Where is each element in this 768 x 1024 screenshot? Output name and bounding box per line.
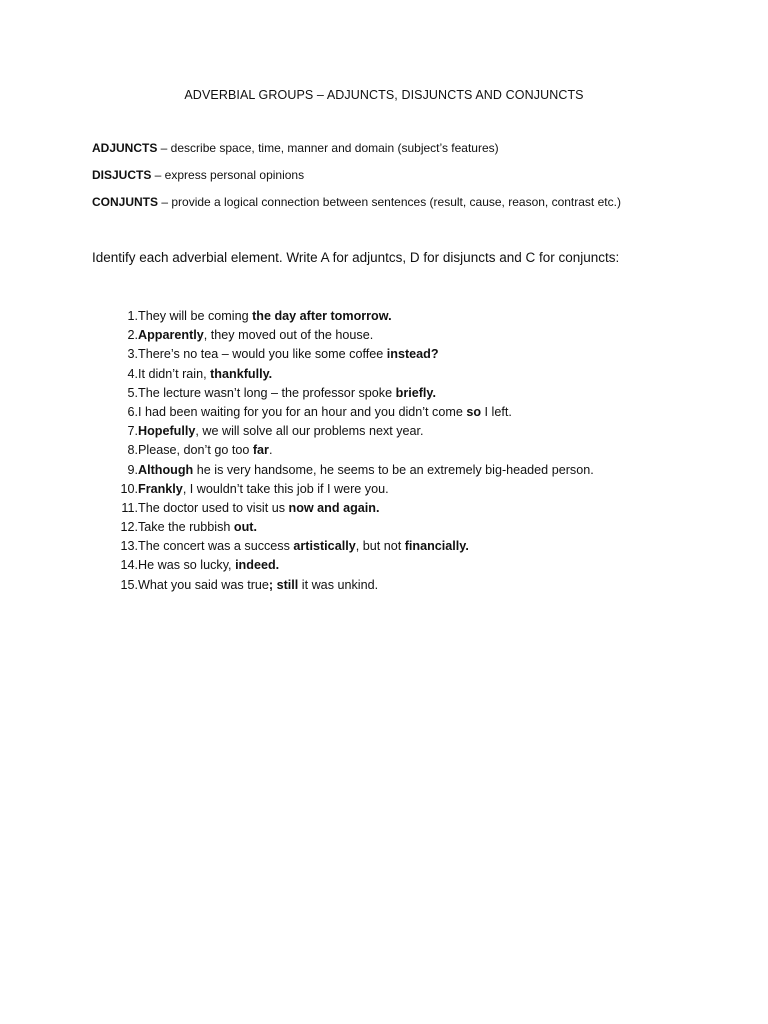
document-title: ADVERBIAL GROUPS – ADJUNCTS, DISJUNCTS AND CONJUNCTS bbox=[184, 88, 584, 102]
sentence-text: Take the rubbish bbox=[138, 520, 234, 535]
adverbial-element: artistically bbox=[293, 539, 356, 554]
item-number: 6. bbox=[127, 404, 138, 419]
exercise-item bbox=[108, 326, 668, 345]
item-sentence bbox=[138, 307, 392, 326]
adverbial-element: instead? bbox=[386, 347, 439, 362]
item-number: 2. bbox=[127, 328, 138, 343]
adverbial-element: so bbox=[466, 404, 482, 419]
item-sentence bbox=[138, 403, 512, 422]
item-sentence bbox=[138, 480, 389, 499]
adverbial-element: thankfully. bbox=[210, 366, 273, 381]
item-number: 10. bbox=[120, 481, 138, 496]
definitions-section bbox=[92, 141, 712, 222]
adverbial-element: briefly. bbox=[395, 385, 436, 400]
definition-term: DISJUCTS bbox=[92, 168, 152, 182]
exercise-list bbox=[108, 307, 668, 595]
exercise-item bbox=[108, 403, 668, 422]
exercise-item bbox=[108, 576, 668, 595]
sentence-text: he is very handsome, he seems to be an extremely big-headed person. bbox=[193, 462, 594, 477]
adverbial-element: Hopefully bbox=[138, 424, 196, 439]
item-number: 9. bbox=[127, 462, 138, 477]
item-sentence bbox=[138, 461, 594, 480]
sentence-text: , I wouldn’t take this job if I were you. bbox=[182, 481, 389, 496]
sentence-text: They will be coming bbox=[138, 309, 253, 323]
item-number: 3. bbox=[127, 347, 138, 362]
definition-description: – express personal opinions bbox=[151, 168, 305, 182]
adverbial-element: Apparently bbox=[138, 328, 204, 343]
exercise-instruction: Identify each adverbial element. Write A for adjuntcs, D for disjuncts and C for conjuncts: bbox=[92, 250, 620, 265]
item-sentence bbox=[138, 365, 272, 384]
exercise-item bbox=[108, 480, 668, 499]
adverbial-element: the day after tomorrow. bbox=[252, 309, 392, 323]
item-sentence bbox=[138, 422, 424, 441]
item-number: 15. bbox=[120, 577, 138, 592]
sentence-text: I left. bbox=[481, 404, 512, 419]
definition-conjuncts bbox=[92, 195, 712, 210]
exercise-item bbox=[108, 345, 668, 364]
exercise-item bbox=[108, 518, 668, 537]
definition-term: CONJUNTS bbox=[92, 195, 159, 209]
item-sentence bbox=[138, 441, 272, 460]
item-number: 12. bbox=[120, 520, 138, 535]
adverbial-element: now and again. bbox=[288, 500, 380, 515]
item-sentence bbox=[138, 576, 378, 595]
item-number: 14. bbox=[120, 558, 138, 573]
item-sentence bbox=[138, 499, 379, 518]
sentence-text: , but not bbox=[355, 539, 405, 554]
item-number: 4. bbox=[127, 366, 138, 381]
definition-adjuncts bbox=[92, 141, 712, 156]
exercise-item bbox=[108, 365, 668, 384]
item-sentence bbox=[138, 518, 257, 537]
adverbial-element: Frankly bbox=[138, 481, 183, 496]
adverbial-element: out. bbox=[233, 520, 258, 535]
item-sentence bbox=[138, 326, 373, 345]
item-number: 7. bbox=[127, 424, 138, 439]
exercise-item bbox=[108, 441, 668, 460]
exercise-item bbox=[108, 384, 668, 403]
sentence-text: , they moved out of the house. bbox=[203, 328, 374, 343]
exercise-item bbox=[108, 537, 668, 556]
definition-term: ADJUNCTS bbox=[92, 141, 158, 155]
item-sentence bbox=[138, 345, 439, 364]
definition-description: – describe space, time, manner and domain (subject’s features) bbox=[157, 141, 499, 155]
item-sentence bbox=[138, 556, 279, 575]
sentence-text: The doctor used to visit us bbox=[138, 500, 289, 515]
sentence-text: There’s no tea – would you like some coffee bbox=[138, 347, 387, 362]
sentence-text: Please, don’t go too bbox=[138, 443, 253, 458]
adverbial-element: financially. bbox=[404, 539, 469, 554]
sentence-text: it was unkind. bbox=[298, 577, 379, 592]
adverbial-element: far bbox=[252, 443, 269, 458]
adverbial-element: Although bbox=[138, 462, 194, 477]
sentence-text: The lecture wasn’t long – the professor spoke bbox=[138, 385, 396, 400]
adverbial-element: ; still bbox=[268, 577, 299, 592]
item-number: 1. bbox=[127, 309, 138, 323]
definition-description: – provide a logical connection between sentences (result, cause, reason, contrast etc.) bbox=[158, 195, 621, 209]
item-number: 13. bbox=[120, 539, 138, 554]
item-number: 11. bbox=[121, 500, 138, 515]
item-number: 8. bbox=[127, 443, 138, 458]
item-number: 5. bbox=[127, 385, 138, 400]
exercise-item bbox=[108, 461, 668, 480]
exercise-item bbox=[108, 422, 668, 441]
definition-disjuncts bbox=[92, 168, 712, 183]
sentence-text: , we will solve all our problems next year. bbox=[195, 424, 424, 439]
exercise-item bbox=[108, 499, 668, 518]
sentence-text: The concert was a success bbox=[138, 539, 294, 554]
sentence-text: What you said was true bbox=[138, 577, 269, 592]
exercise-item bbox=[108, 556, 668, 575]
sentence-text: He was so lucky, bbox=[138, 558, 236, 573]
adverbial-element: indeed. bbox=[235, 558, 280, 573]
sentence-text: It didn’t rain, bbox=[138, 366, 211, 381]
item-sentence bbox=[138, 384, 436, 403]
item-sentence bbox=[138, 537, 469, 556]
sentence-text: . bbox=[268, 443, 273, 458]
exercise-item bbox=[108, 307, 668, 326]
sentence-text: I had been waiting for you for an hour and you didn’t come bbox=[138, 404, 467, 419]
